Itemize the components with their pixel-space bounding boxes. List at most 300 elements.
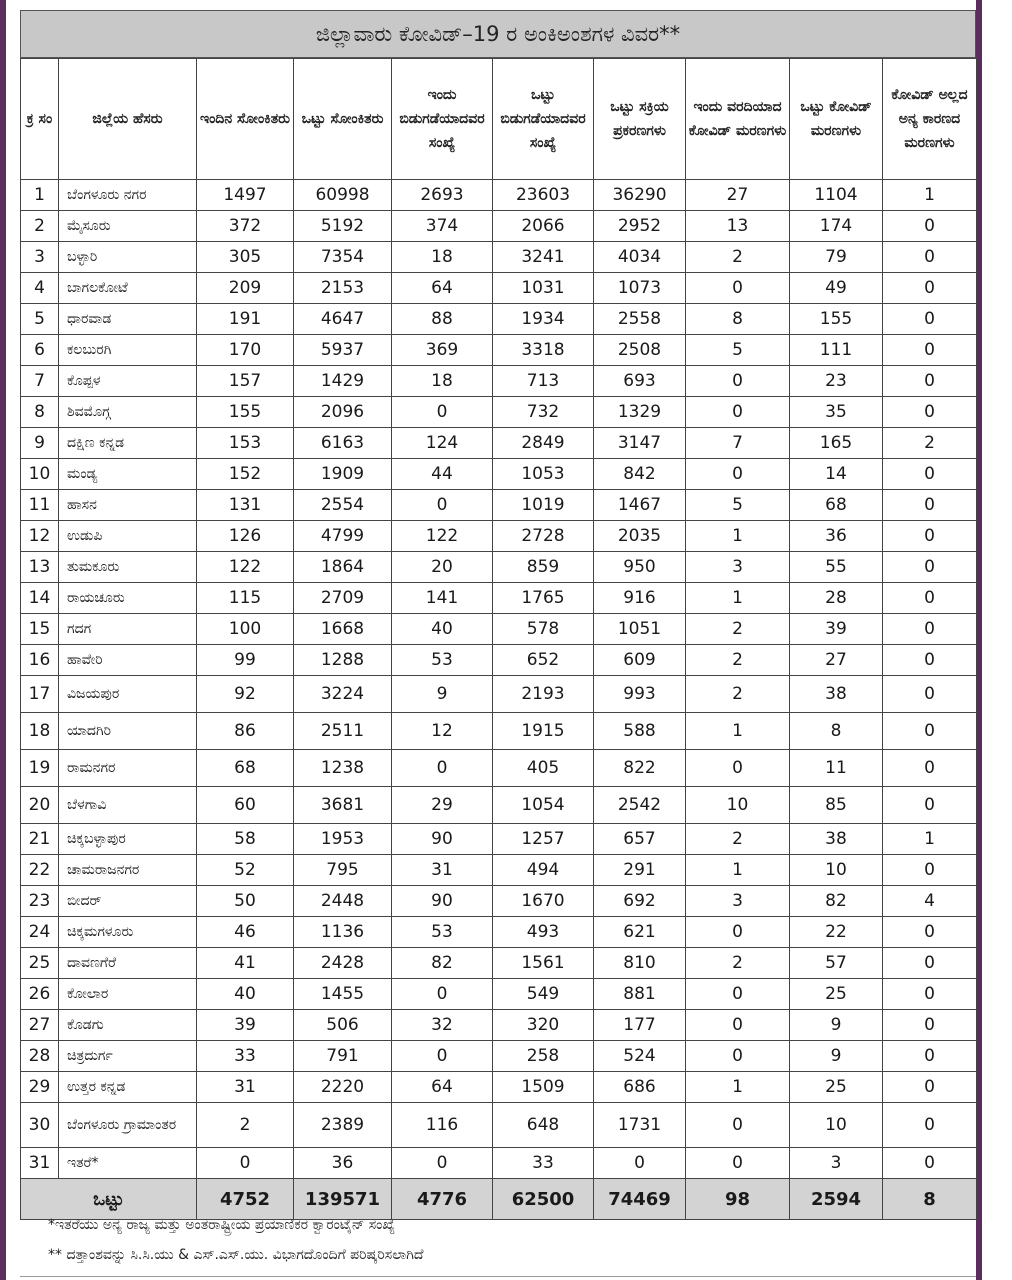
table-cell: 1257 — [493, 824, 594, 855]
table-cell: 578 — [493, 614, 594, 645]
table-cell: 7354 — [294, 242, 392, 273]
table-cell: 305 — [197, 242, 294, 273]
table-cell: 88 — [392, 304, 493, 335]
district-name-cell: ತುಮಕೂರು — [59, 552, 197, 583]
table-row — [21, 459, 977, 490]
table-cell: 5 — [686, 335, 790, 366]
table-cell: 950 — [594, 552, 686, 583]
table-cell: 1 — [883, 180, 977, 211]
table-cell: 2 — [686, 614, 790, 645]
table-cell: 12 — [21, 521, 59, 552]
table-cell: 2066 — [493, 211, 594, 242]
table-cell: 5937 — [294, 335, 392, 366]
table-cell: 2511 — [294, 713, 392, 750]
table-cell: 2096 — [294, 397, 392, 428]
table-cell: 100 — [197, 614, 294, 645]
table-cell: 0 — [392, 397, 493, 428]
table-cell: 40 — [197, 979, 294, 1010]
table-cell: 22 — [790, 917, 883, 948]
table-cell: 7 — [686, 428, 790, 459]
district-name-cell: ದಕ್ಷಿಣ ಕನ್ನಡ — [59, 428, 197, 459]
table-cell: 174 — [790, 211, 883, 242]
table-cell: 152 — [197, 459, 294, 490]
table-cell: 692 — [594, 886, 686, 917]
district-name-cell: ಬೆಂಗಳೂರು ಗ್ರಾಮಾಂತರ — [59, 1103, 197, 1148]
total-cell: 2594 — [790, 1179, 883, 1220]
table-cell: 0 — [883, 273, 977, 304]
table-cell: 9 — [790, 1041, 883, 1072]
table-cell: 0 — [883, 583, 977, 614]
table-cell: 648 — [493, 1103, 594, 1148]
table-cell: 115 — [197, 583, 294, 614]
table-cell: 5 — [21, 304, 59, 335]
table-cell: 0 — [392, 490, 493, 521]
table-cell: 4799 — [294, 521, 392, 552]
table-cell: 2 — [883, 428, 977, 459]
district-name-cell: ಕೊಪ್ಪಳ — [59, 366, 197, 397]
table-row — [21, 242, 977, 273]
header-total-infected: ಒಟ್ಟು ಸೋಂಕಿತರು — [294, 59, 392, 180]
table-row — [21, 824, 977, 855]
table-cell: 53 — [392, 645, 493, 676]
table-cell: 2220 — [294, 1072, 392, 1103]
district-name-cell: ರಾಯಚೂರು — [59, 583, 197, 614]
table-cell: 68 — [790, 490, 883, 521]
table-cell: 10 — [686, 787, 790, 824]
district-name-cell: ಚಿತ್ರದುರ್ಗ — [59, 1041, 197, 1072]
covid-stats-sheet — [20, 10, 976, 1220]
table-cell: 795 — [294, 855, 392, 886]
table-cell: 0 — [392, 750, 493, 787]
table-cell: 58 — [197, 824, 294, 855]
table-row — [21, 335, 977, 366]
table-row — [21, 645, 977, 676]
table-cell: 68 — [197, 750, 294, 787]
table-cell: 0 — [883, 614, 977, 645]
total-cell: 62500 — [493, 1179, 594, 1220]
header-district: ಜಿಲ್ಲೆಯ ಹೆಸರು — [59, 59, 197, 180]
district-name-cell: ಕಲಬುರಗಿ — [59, 335, 197, 366]
table-cell: 170 — [197, 335, 294, 366]
table-cell: 50 — [197, 886, 294, 917]
table-cell: 791 — [294, 1041, 392, 1072]
table-cell: 2389 — [294, 1103, 392, 1148]
table-cell: 64 — [392, 1072, 493, 1103]
district-name-cell: ಬೆಳಗಾವಿ — [59, 787, 197, 824]
table-cell: 3147 — [594, 428, 686, 459]
table-cell: 2728 — [493, 521, 594, 552]
table-cell: 652 — [493, 645, 594, 676]
table-cell: 2 — [197, 1103, 294, 1148]
table-cell: 0 — [686, 917, 790, 948]
table-cell: 0 — [686, 366, 790, 397]
table-cell: 2849 — [493, 428, 594, 459]
table-cell: 155 — [790, 304, 883, 335]
table-cell: 2508 — [594, 335, 686, 366]
table-cell: 1909 — [294, 459, 392, 490]
table-cell: 31 — [21, 1148, 59, 1179]
table-cell: 55 — [790, 552, 883, 583]
table-cell: 1467 — [594, 490, 686, 521]
table-cell: 1 — [686, 713, 790, 750]
table-cell: 0 — [883, 552, 977, 583]
table-cell: 10 — [790, 855, 883, 886]
total-cell: 8 — [883, 1179, 977, 1220]
table-cell: 99 — [197, 645, 294, 676]
table-cell: 0 — [883, 304, 977, 335]
header-total-discharged: ಒಟ್ಟು ಬಿಡುಗಡೆಯಾದವರ ಸಂಖ್ಯೆ — [493, 59, 594, 180]
table-cell: 1934 — [493, 304, 594, 335]
table-cell: 2448 — [294, 886, 392, 917]
district-name-cell: ಚಿಕ್ಕಮಗಳೂರು — [59, 917, 197, 948]
table-cell: 92 — [197, 676, 294, 713]
table-cell: 90 — [392, 886, 493, 917]
table-cell: 24 — [21, 917, 59, 948]
header-today-infected: ಇಂದಿನ ಸೋಂಕಿತರು — [197, 59, 294, 180]
table-cell: 8 — [686, 304, 790, 335]
table-cell: 141 — [392, 583, 493, 614]
table-cell: 1668 — [294, 614, 392, 645]
table-row — [21, 1103, 977, 1148]
table-cell: 82 — [790, 886, 883, 917]
table-cell: 3241 — [493, 242, 594, 273]
table-cell: 49 — [790, 273, 883, 304]
table-cell: 0 — [883, 713, 977, 750]
table-cell: 0 — [883, 787, 977, 824]
table-cell: 0 — [686, 1103, 790, 1148]
table-cell: 90 — [392, 824, 493, 855]
table-cell: 9 — [392, 676, 493, 713]
table-cell: 0 — [883, 1010, 977, 1041]
table-cell: 621 — [594, 917, 686, 948]
district-name-cell: ವಿಜಯಪುರ — [59, 676, 197, 713]
table-cell: 6 — [21, 335, 59, 366]
table-cell: 153 — [197, 428, 294, 459]
table-row — [21, 180, 977, 211]
table-cell: 53 — [392, 917, 493, 948]
table-cell: 111 — [790, 335, 883, 366]
table-cell: 23 — [21, 886, 59, 917]
table-cell: 0 — [686, 1010, 790, 1041]
district-name-cell: ಕೊಡಗು — [59, 1010, 197, 1041]
table-row — [21, 1072, 977, 1103]
table-cell: 60998 — [294, 180, 392, 211]
table-cell: 36 — [790, 521, 883, 552]
table-cell: 657 — [594, 824, 686, 855]
table-cell: 3 — [21, 242, 59, 273]
table-cell: 10 — [21, 459, 59, 490]
table-cell: 0 — [392, 1041, 493, 1072]
table-cell: 86 — [197, 713, 294, 750]
table-cell: 57 — [790, 948, 883, 979]
table-cell: 0 — [883, 1103, 977, 1148]
table-row — [21, 1010, 977, 1041]
table-cell: 25 — [21, 948, 59, 979]
table-cell: 0 — [883, 459, 977, 490]
table-cell: 26 — [21, 979, 59, 1010]
table-row — [21, 552, 977, 583]
table-cell: 31 — [392, 855, 493, 886]
table-cell: 79 — [790, 242, 883, 273]
table-cell: 27 — [21, 1010, 59, 1041]
table-cell: 1670 — [493, 886, 594, 917]
table-cell: 31 — [197, 1072, 294, 1103]
table-cell: 1 — [686, 521, 790, 552]
header-row — [21, 59, 977, 180]
table-cell: 116 — [392, 1103, 493, 1148]
total-cell: 98 — [686, 1179, 790, 1220]
table-cell: 0 — [883, 855, 977, 886]
table-cell: 0 — [883, 490, 977, 521]
table-cell: 85 — [790, 787, 883, 824]
table-cell: 3 — [686, 886, 790, 917]
table-row — [21, 366, 977, 397]
table-cell: 1915 — [493, 713, 594, 750]
table-cell: 1 — [686, 1072, 790, 1103]
district-covid-table — [20, 58, 977, 1220]
table-cell: 2709 — [294, 583, 392, 614]
table-cell: 27 — [686, 180, 790, 211]
table-cell: 0 — [883, 645, 977, 676]
table-cell: 1561 — [493, 948, 594, 979]
table-cell: 0 — [883, 1041, 977, 1072]
table-cell: 0 — [883, 521, 977, 552]
table-cell: 29 — [392, 787, 493, 824]
table-cell: 18 — [392, 366, 493, 397]
footnote: ** ದತ್ತಾಂಶವನ್ನು ಸಿ.ಸಿ.ಯು & ಎಸ್.ಎಸ್.ಯು. ವಿಭಾಗದೊಂದಿಗೆ ಪರಿಷ್ಕರಿಸಲಾಗಿದೆ — [48, 1247, 424, 1263]
table-row — [21, 490, 977, 521]
table-cell: 1 — [686, 855, 790, 886]
table-cell: 0 — [883, 917, 977, 948]
table-cell: 5192 — [294, 211, 392, 242]
table-cell: 524 — [594, 1041, 686, 1072]
district-name-cell: ಬಾಗಲಕೋಟೆ — [59, 273, 197, 304]
table-cell: 20 — [392, 552, 493, 583]
total-cell: 74469 — [594, 1179, 686, 1220]
table-cell: 3681 — [294, 787, 392, 824]
divider — [20, 1276, 976, 1277]
table-cell: 1429 — [294, 366, 392, 397]
table-cell: 36 — [294, 1148, 392, 1179]
district-name-cell: ಯಾದಗಿರಿ — [59, 713, 197, 750]
table-row — [21, 614, 977, 645]
district-name-cell: ಶಿವಮೊಗ್ಗ — [59, 397, 197, 428]
table-cell: 732 — [493, 397, 594, 428]
table-cell: 2193 — [493, 676, 594, 713]
table-cell: 14 — [21, 583, 59, 614]
table-title: ಜಿಲ್ಲಾವಾರು ಕೋವಿಡ್–19 ರ ಅಂಕಿಅಂಶಗಳ ವಿವರ** — [20, 10, 976, 58]
table-cell: 5 — [686, 490, 790, 521]
header-total-deaths: ಒಟ್ಟು ಕೋವಿಡ್ ಮರಣಗಳು — [790, 59, 883, 180]
table-cell: 157 — [197, 366, 294, 397]
table-cell: 6163 — [294, 428, 392, 459]
table-cell: 0 — [594, 1148, 686, 1179]
table-row — [21, 948, 977, 979]
table-cell: 0 — [883, 242, 977, 273]
table-cell: 2 — [686, 676, 790, 713]
left-border — [0, 0, 6, 1280]
district-name-cell: ರಾಮನಗರ — [59, 750, 197, 787]
district-name-cell: ಧಾರವಾಡ — [59, 304, 197, 335]
header-non-covid-deaths: ಕೋವಿಡ್ ಅಲ್ಲದ ಅನ್ಯ ಕಾರಣದ ಮರಣಗಳು — [883, 59, 977, 180]
table-cell: 0 — [686, 459, 790, 490]
district-name-cell: ದಾವಣಗೆರೆ — [59, 948, 197, 979]
table-cell: 22 — [21, 855, 59, 886]
table-cell: 1 — [686, 583, 790, 614]
table-cell: 1019 — [493, 490, 594, 521]
table-cell: 0 — [197, 1148, 294, 1179]
table-cell: 12 — [392, 713, 493, 750]
table-cell: 209 — [197, 273, 294, 304]
table-cell: 1509 — [493, 1072, 594, 1103]
table-cell: 320 — [493, 1010, 594, 1041]
table-cell: 1864 — [294, 552, 392, 583]
table-cell: 122 — [392, 521, 493, 552]
table-cell: 0 — [883, 948, 977, 979]
table-cell: 40 — [392, 614, 493, 645]
table-row — [21, 917, 977, 948]
table-cell: 36290 — [594, 180, 686, 211]
table-cell: 1497 — [197, 180, 294, 211]
table-cell: 38 — [790, 824, 883, 855]
table-cell: 1288 — [294, 645, 392, 676]
table-cell: 13 — [686, 211, 790, 242]
table-cell: 29 — [21, 1072, 59, 1103]
district-name-cell: ಇತರೆ* — [59, 1148, 197, 1179]
table-cell: 588 — [594, 713, 686, 750]
table-cell: 3 — [790, 1148, 883, 1179]
footnote: *ಇತರೆಯು ಅನ್ಯ ರಾಜ್ಯ ಮತ್ತು ಅಂತರಾಷ್ಟ್ರೀಯ ಪ್ರಯಾಣಿಕರ ಕ್ವಾರಂಟೈನ್ ಸಂಖ್ಯೆ — [48, 1217, 396, 1233]
table-row — [21, 886, 977, 917]
table-row — [21, 273, 977, 304]
table-cell: 0 — [883, 211, 977, 242]
table-cell: 122 — [197, 552, 294, 583]
table-cell: 17 — [21, 676, 59, 713]
total-label: ಒಟ್ಟು — [21, 1179, 197, 1220]
table-row — [21, 397, 977, 428]
table-cell: 713 — [493, 366, 594, 397]
table-cell: 0 — [392, 979, 493, 1010]
district-name-cell: ಕೋಲಾರ — [59, 979, 197, 1010]
table-cell: 25 — [790, 1072, 883, 1103]
table-cell: 0 — [686, 1148, 790, 1179]
table-cell: 1455 — [294, 979, 392, 1010]
table-cell: 9 — [21, 428, 59, 459]
table-cell: 405 — [493, 750, 594, 787]
table-cell: 0 — [392, 1148, 493, 1179]
table-cell: 8 — [790, 713, 883, 750]
table-cell: 2 — [686, 645, 790, 676]
table-cell: 64 — [392, 273, 493, 304]
table-row — [21, 1148, 977, 1179]
table-cell: 374 — [392, 211, 493, 242]
table-row — [21, 979, 977, 1010]
district-name-cell: ಬಳ್ಳಾರಿ — [59, 242, 197, 273]
header-serial: ಕ್ರ ಸಂ — [21, 59, 59, 180]
table-cell: 494 — [493, 855, 594, 886]
footnotes — [48, 1210, 423, 1270]
table-row — [21, 713, 977, 750]
table-row — [21, 855, 977, 886]
table-row — [21, 1041, 977, 1072]
table-cell: 686 — [594, 1072, 686, 1103]
table-cell: 1054 — [493, 787, 594, 824]
table-cell: 0 — [686, 1041, 790, 1072]
table-cell: 20 — [21, 787, 59, 824]
district-name-cell: ಚಿಕ್ಕಬಳ್ಳಾಪುರ — [59, 824, 197, 855]
table-cell: 2558 — [594, 304, 686, 335]
header-active-cases: ಒಟ್ಟು ಸಕ್ರಿಯ ಪ್ರಕರಣಗಳು — [594, 59, 686, 180]
table-cell: 124 — [392, 428, 493, 459]
table-cell: 191 — [197, 304, 294, 335]
table-cell: 2952 — [594, 211, 686, 242]
table-cell: 41 — [197, 948, 294, 979]
table-cell: 35 — [790, 397, 883, 428]
table-cell: 1051 — [594, 614, 686, 645]
district-name-cell: ಬೆಂಗಳೂರು ನಗರ — [59, 180, 197, 211]
table-cell: 9 — [790, 1010, 883, 1041]
table-cell: 15 — [21, 614, 59, 645]
table-row — [21, 304, 977, 335]
table-cell: 881 — [594, 979, 686, 1010]
total-cell: 4776 — [392, 1179, 493, 1220]
table-cell: 25 — [790, 979, 883, 1010]
table-cell: 27 — [790, 645, 883, 676]
table-cell: 693 — [594, 366, 686, 397]
table-cell: 0 — [883, 1148, 977, 1179]
table-cell: 2035 — [594, 521, 686, 552]
table-cell: 1073 — [594, 273, 686, 304]
table-cell: 1329 — [594, 397, 686, 428]
table-cell: 39 — [790, 614, 883, 645]
table-cell: 14 — [790, 459, 883, 490]
table-cell: 38 — [790, 676, 883, 713]
table-cell: 33 — [197, 1041, 294, 1072]
table-cell: 506 — [294, 1010, 392, 1041]
table-cell: 1 — [21, 180, 59, 211]
table-cell: 549 — [493, 979, 594, 1010]
table-cell: 609 — [594, 645, 686, 676]
table-row — [21, 750, 977, 787]
table-cell: 18 — [392, 242, 493, 273]
table-cell: 2 — [686, 824, 790, 855]
table-cell: 46 — [197, 917, 294, 948]
table-cell: 493 — [493, 917, 594, 948]
district-name-cell: ಗದಗ — [59, 614, 197, 645]
header-today-discharged: ಇಂದು ಬಿಡುಗಡೆಯಾದವರ ಸಂಖ್ಯೆ — [392, 59, 493, 180]
table-cell: 60 — [197, 787, 294, 824]
table-cell: 7 — [21, 366, 59, 397]
table-cell: 21 — [21, 824, 59, 855]
table-cell: 822 — [594, 750, 686, 787]
table-cell: 0 — [883, 335, 977, 366]
table-cell: 4 — [21, 273, 59, 304]
table-cell: 1031 — [493, 273, 594, 304]
table-cell: 155 — [197, 397, 294, 428]
table-row — [21, 583, 977, 614]
table-cell: 2542 — [594, 787, 686, 824]
header-today-deaths: ಇಂದು ವರದಿಯಾದ ಕೋವಿಡ್ ಮರಣಗಳು — [686, 59, 790, 180]
table-cell: 0 — [883, 750, 977, 787]
table-cell: 2693 — [392, 180, 493, 211]
table-cell: 810 — [594, 948, 686, 979]
district-name-cell: ಮಂಡ್ಯ — [59, 459, 197, 490]
table-cell: 82 — [392, 948, 493, 979]
table-cell: 131 — [197, 490, 294, 521]
table-cell: 23 — [790, 366, 883, 397]
table-cell: 33 — [493, 1148, 594, 1179]
table-cell: 30 — [21, 1103, 59, 1148]
